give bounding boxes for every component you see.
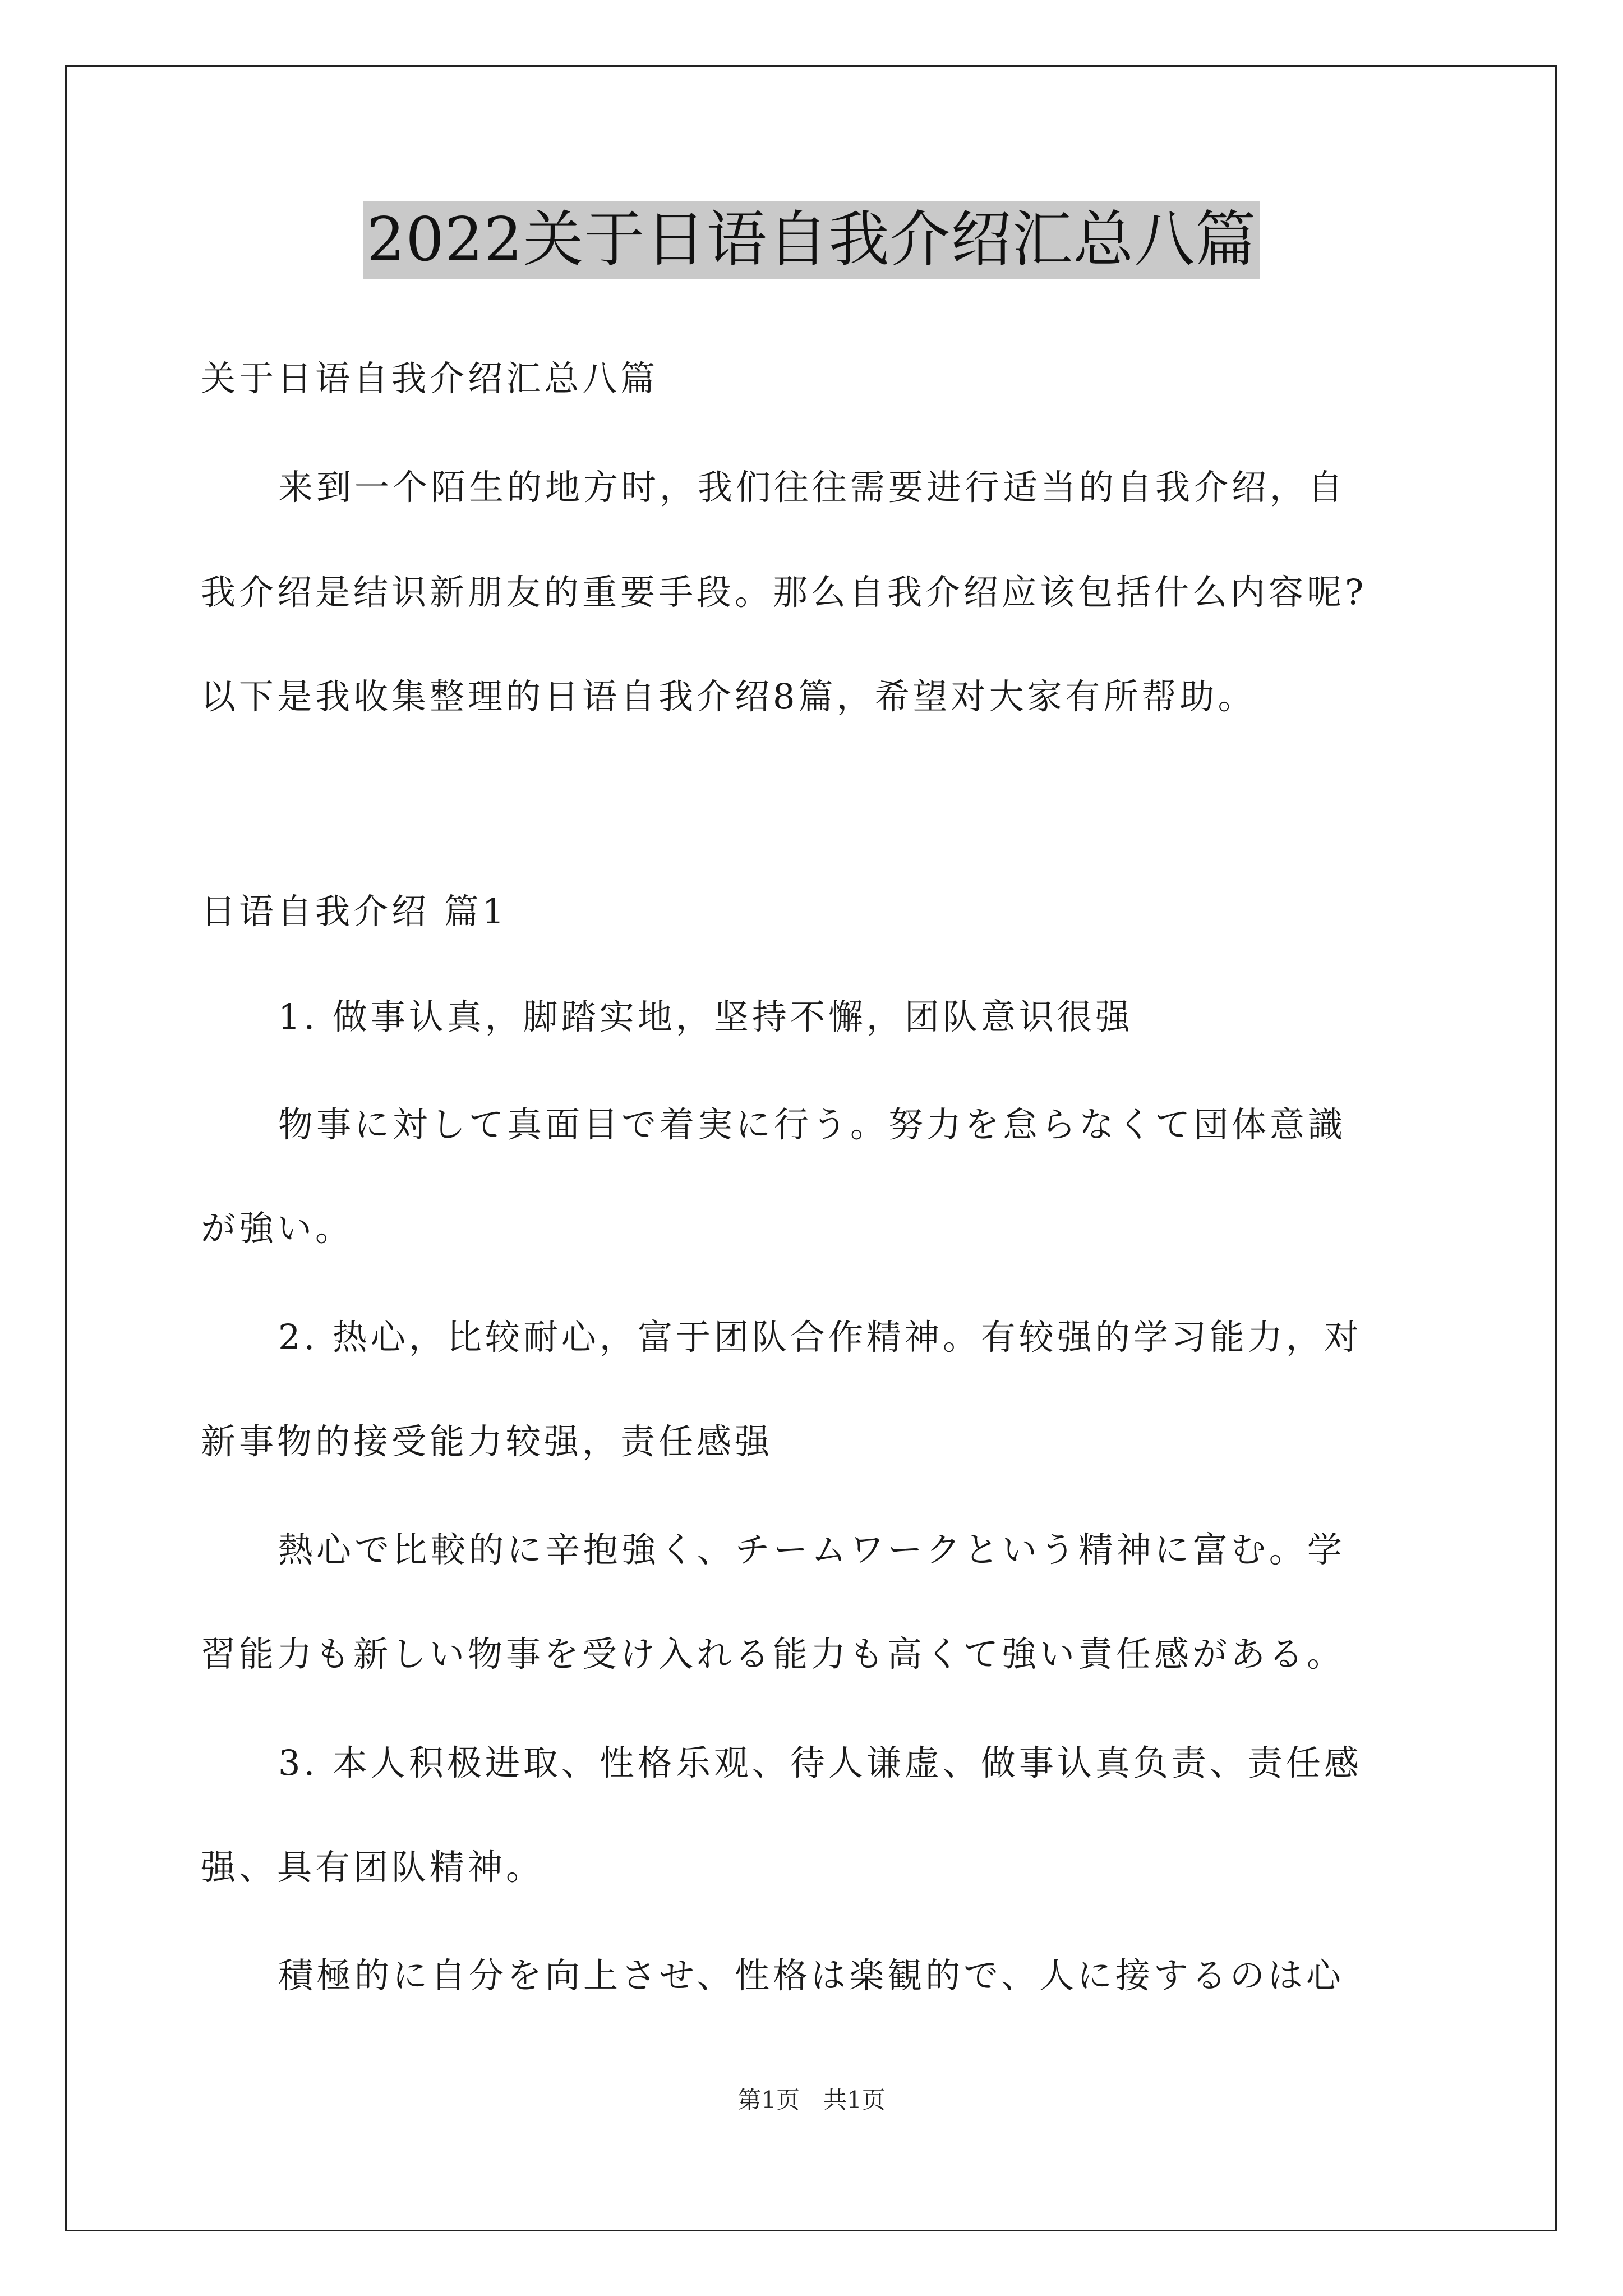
item-3-japanese-line-1: 積極的に自分を向上させ、性格は楽観的で、人に接するのは心 xyxy=(278,1955,1344,1996)
title-container xyxy=(0,201,1623,279)
item-2-chinese-line-1: 2. 热心，比较耐心，富于团队合作精神。有较强的学习能力，对 xyxy=(278,1317,1362,1358)
intro-line-2: 我介绍是结识新朋友的重要手段。那么自我介绍应该包括什么内容呢? xyxy=(201,572,1367,613)
item-3-chinese-line-2: 强、具有团队精神。 xyxy=(201,1847,545,1888)
item-1-japanese-line-1: 物事に対して真面目で着実に行う。努力を怠らなくて団体意識 xyxy=(278,1104,1347,1145)
item-1-chinese: 1. 做事认真，脚踏实地，坚持不懈，团队意识很强 xyxy=(278,996,1133,1037)
document-title: 2022关于日语自我介绍汇总八篇 xyxy=(363,201,1260,279)
intro-line-3: 以下是我收集整理的日语自我介绍8篇，希望对大家有所帮助。 xyxy=(201,676,1256,717)
item-1-japanese-line-2: が強い。 xyxy=(201,1208,354,1249)
section-heading: 日语自我介绍 篇1 xyxy=(201,891,508,932)
item-3-chinese-line-1: 3. 本人积极进取、性格乐观、待人谦虚、做事认真负责、责任感 xyxy=(278,1742,1362,1783)
item-2-japanese-line-2: 習能力も新しい物事を受け入れる能力も高くて強い責任感がある。 xyxy=(201,1634,1345,1674)
page-footer: 第1页 共1页 xyxy=(737,2086,886,2114)
item-2-japanese-line-1: 熱心で比較的に辛抱強く、チームワークという精神に富む。学 xyxy=(278,1529,1345,1570)
item-2-chinese-line-2: 新事物的接受能力较强，责任感强 xyxy=(201,1421,773,1462)
intro-line-1: 来到一个陌生的地方时，我们往往需要进行适当的自我介绍，自 xyxy=(278,467,1347,508)
subtitle-line: 关于日语自我介绍汇总八篇 xyxy=(201,358,659,399)
